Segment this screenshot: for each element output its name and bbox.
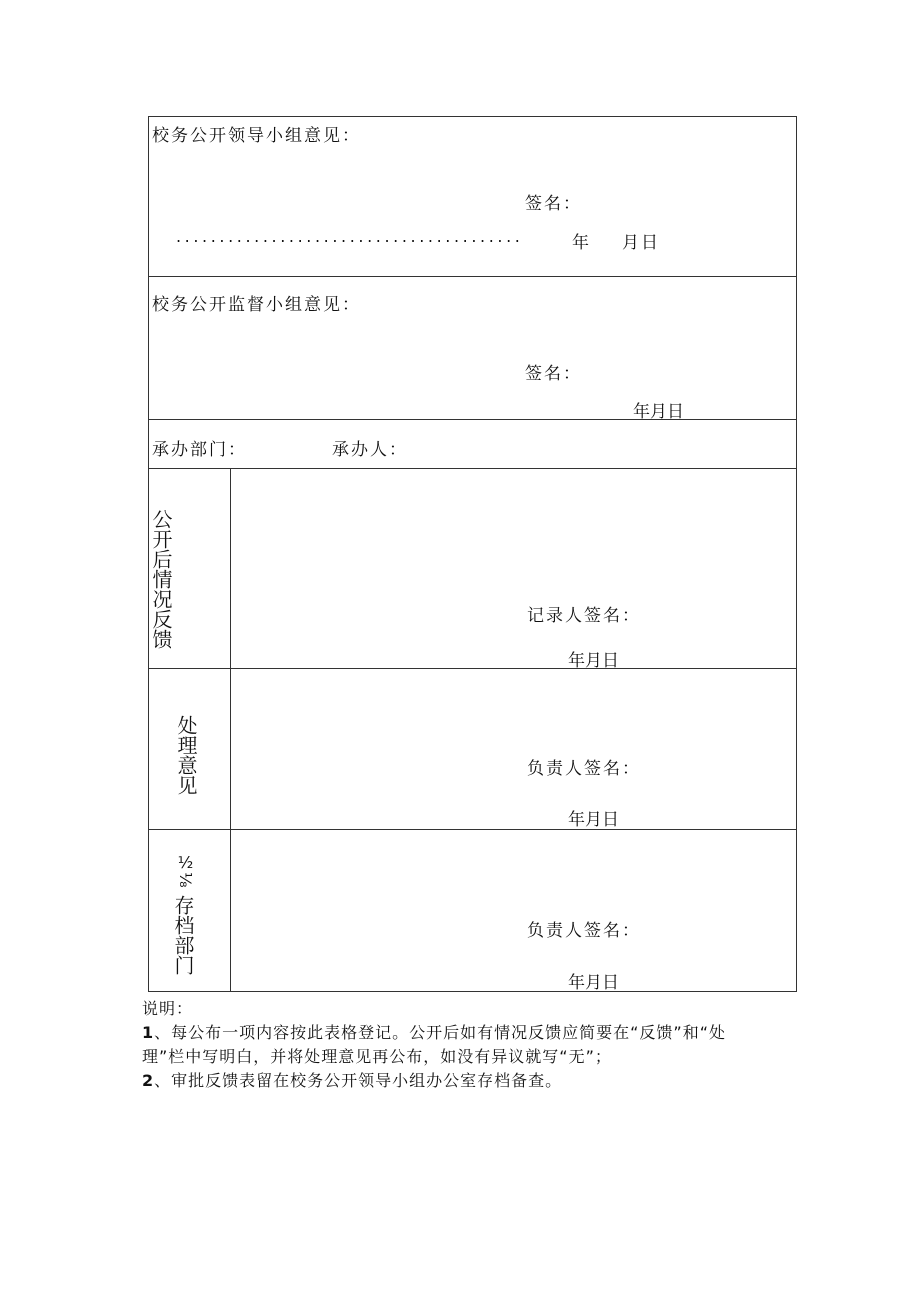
table-border-bottom — [148, 991, 797, 992]
note-item-2-text: 、审批反馈表留在校务公开领导小组办公室存档备查。 — [154, 1071, 563, 1090]
feedback-recorder-sign-label: 记录人签名： — [527, 606, 641, 626]
archive-date-label: 年月日 — [568, 973, 619, 993]
notes-heading: 说明： — [142, 999, 194, 1018]
leadership-year-label: 年 — [572, 233, 589, 253]
feedback-date-label: 年月日 — [568, 651, 619, 671]
table-border-right — [796, 116, 797, 992]
leadership-dotted-line: ........................................ — [176, 227, 524, 246]
note-item-1-number: 1 — [142, 1023, 155, 1042]
row-divider — [148, 668, 797, 669]
leadership-month-day-label: 月日 — [622, 233, 660, 253]
department-label: 承办部门： — [152, 440, 247, 460]
handling-row-label: 处理意见 — [174, 715, 198, 795]
row-divider — [148, 419, 797, 420]
note-item-1-continued: 理”栏中写明白，并将处理意见再公布，如没有异议就写“无”； — [142, 1047, 612, 1066]
leadership-sign-label: 签名： — [525, 194, 582, 214]
row-divider — [148, 829, 797, 830]
archive-label-prefix: ½¹⁄₈ — [176, 853, 195, 888]
handler-label: 承办人： — [332, 440, 408, 460]
supervision-date-label: 年月日 — [633, 402, 684, 422]
supervision-sign-label: 签名： — [525, 364, 582, 384]
label-column-divider — [230, 468, 231, 991]
note-item-2 — [142, 1068, 562, 1091]
feedback-row-label: 公开后情况反馈 — [149, 509, 173, 649]
handling-date-label: 年月日 — [568, 810, 619, 830]
archive-responsible-sign-label: 负责人签名： — [527, 921, 641, 941]
handling-responsible-sign-label: 负责人签名： — [527, 759, 641, 779]
archive-row-label: 存档部门 — [171, 895, 195, 975]
note-item-1-text: 、每公布一项内容按此表格登记。公开后如有情况反馈应简要在“反馈”和“处 — [154, 1023, 727, 1042]
row-divider — [148, 276, 797, 277]
leadership-opinion-title: 校务公开领导小组意见： — [152, 126, 361, 146]
table-border-top — [148, 116, 797, 117]
note-item-1 — [142, 1020, 726, 1043]
row-divider — [148, 468, 797, 469]
note-item-2-number: 2 — [142, 1071, 155, 1090]
supervision-opinion-title: 校务公开监督小组意见： — [152, 295, 361, 315]
